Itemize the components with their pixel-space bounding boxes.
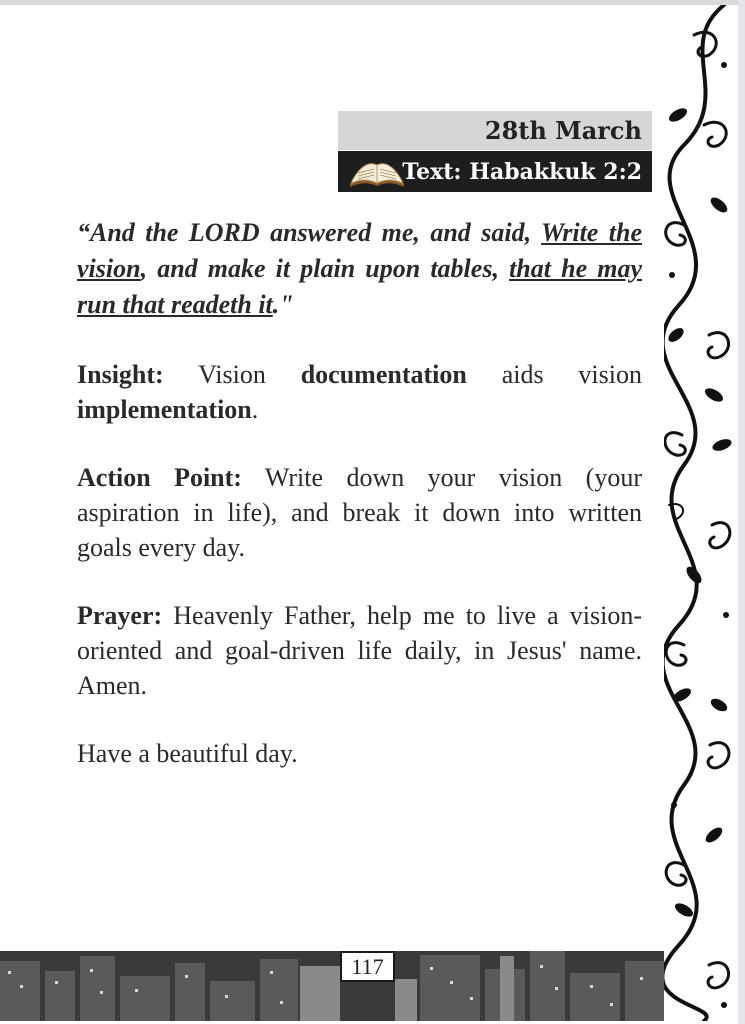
open-bible-icon bbox=[346, 153, 408, 191]
scripture-reference-banner bbox=[338, 151, 652, 192]
right-edge bbox=[738, 0, 745, 1024]
insight-bold-2: implementation bbox=[77, 395, 252, 424]
verse-text-2: , and make it plain upon tables, bbox=[140, 254, 510, 283]
action-point-text: Write down your vision (your aspiration in life), and break it down into written goals every day. bbox=[77, 463, 642, 562]
devotional-body bbox=[77, 215, 642, 771]
verse-underlined-1: Write the vision bbox=[77, 218, 642, 283]
verse-text-3: ." bbox=[272, 290, 294, 319]
city-skyline-strip bbox=[0, 951, 664, 1021]
action-point-paragraph bbox=[77, 460, 642, 565]
insight-text-2: aids vision bbox=[466, 360, 642, 389]
prayer-text: Heavenly Father, help me to live a vision-oriented and goal-driven life daily, in Jesus' name. Amen. bbox=[77, 601, 642, 700]
page-number: 117 bbox=[340, 951, 395, 982]
bible-verse bbox=[77, 215, 642, 323]
insight-text-1: Vision bbox=[163, 360, 301, 389]
insight-label: Insight: bbox=[77, 360, 164, 389]
scripture-reference: Text: Habakkuk 2:2 bbox=[402, 158, 642, 185]
verse-underlined-2: that he may run that readeth it bbox=[77, 254, 643, 319]
insight-text-3: . bbox=[251, 395, 259, 424]
prayer-label: Prayer: bbox=[77, 601, 163, 630]
verse-text-1: “And the LORD answered me, and said, bbox=[77, 218, 542, 247]
prayer-paragraph bbox=[77, 598, 642, 703]
date-banner bbox=[338, 111, 652, 150]
date-text: 28th March bbox=[484, 116, 642, 145]
insight-paragraph bbox=[77, 357, 642, 427]
insight-bold-1: documentation bbox=[300, 360, 467, 389]
closing-line: Have a beautiful day. bbox=[77, 739, 298, 768]
floral-border-decoration bbox=[664, 5, 738, 1021]
action-point-label: Action Point: bbox=[77, 463, 242, 492]
